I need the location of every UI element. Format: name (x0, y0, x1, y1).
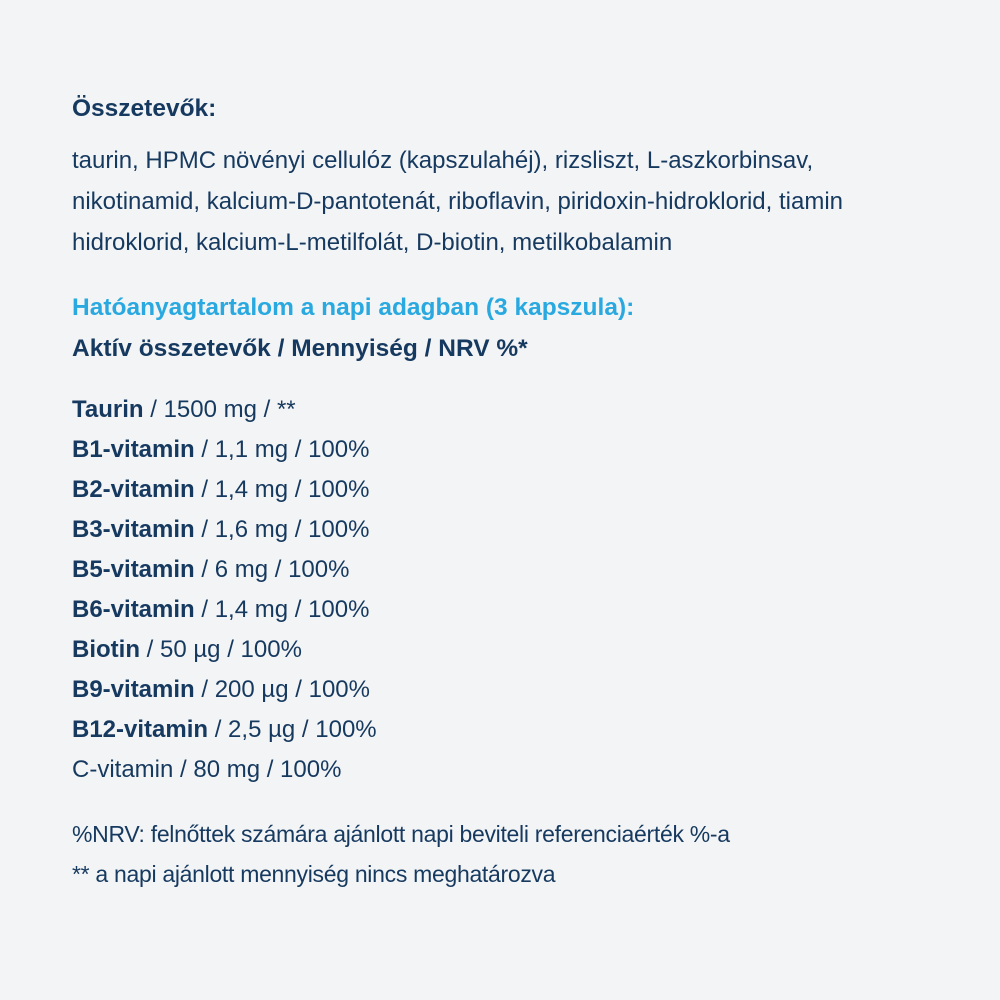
nutrient-values: / 1500 mg / ** (143, 396, 296, 423)
ingredients-line: nikotinamid, kalcium-D-pantotenát, riboflavin, piridoxin-hidroklorid, tiamin (72, 188, 843, 215)
nutrient-row (72, 670, 940, 710)
nutrient-name: Biotin (72, 636, 140, 663)
daily-amount-footnote: ** a napi ajánlott mennyiség nincs meghatározva (72, 861, 556, 887)
nutrient-row (72, 510, 940, 550)
nutrient-values: / 2,5 µg / 100% (208, 716, 377, 743)
nutrient-row (72, 550, 940, 590)
nutrient-row (72, 470, 940, 510)
nutrient-name: B3-vitamin (72, 516, 195, 543)
nutrient-list (72, 390, 940, 790)
nutrient-row (72, 390, 940, 430)
nutrient-row (72, 630, 940, 670)
nutrient-row (72, 590, 940, 630)
ingredients-line: taurin, HPMC növényi cellulóz (kapszulahéj), rizsliszt, L-aszkorbinsav, (72, 147, 814, 174)
nutrient-name: C-vitamin (72, 756, 174, 783)
nutrient-row (72, 710, 940, 750)
nutrient-name: B6-vitamin (72, 596, 195, 623)
actives-heading: Hatóanyagtartalom a napi adagban (3 kapszula): (72, 294, 635, 321)
actives-subheading: Aktív összetevők / Mennyiség / NRV %* (72, 335, 528, 362)
ingredients-line: hidroklorid, kalcium-L-metilfolát, D-biotin, metilkobalamin (72, 229, 673, 256)
nutrient-values: / 200 µg / 100% (194, 676, 370, 703)
ingredients-paragraph (72, 140, 940, 263)
nutrient-values: / 1,1 mg / 100% (194, 436, 370, 463)
ingredients-title: Összetevők: (72, 95, 217, 122)
footnotes (72, 814, 940, 894)
nutrient-values: / 50 µg / 100% (139, 636, 302, 663)
nutrient-values: / 6 mg / 100% (194, 556, 350, 583)
nutrient-name: Taurin (72, 396, 144, 423)
nrv-footnote: %NRV: felnőttek számára ajánlott napi beviteli referenciaérték %-a (72, 821, 730, 847)
nutrient-name: B1-vitamin (72, 436, 195, 463)
nutrient-name: B12-vitamin (72, 716, 209, 743)
nutrient-values: / 1,4 mg / 100% (194, 476, 370, 503)
nutrient-name: B9-vitamin (72, 676, 195, 703)
nutrient-row (72, 750, 940, 790)
nutrient-values: / 1,6 mg / 100% (194, 516, 370, 543)
nutrient-row (72, 430, 940, 470)
nutrient-values: / 1,4 mg / 100% (194, 596, 370, 623)
nutrient-name: B2-vitamin (72, 476, 195, 503)
nutrient-values: / 80 mg / 100% (173, 756, 342, 783)
nutrient-name: B5-vitamin (72, 556, 195, 583)
